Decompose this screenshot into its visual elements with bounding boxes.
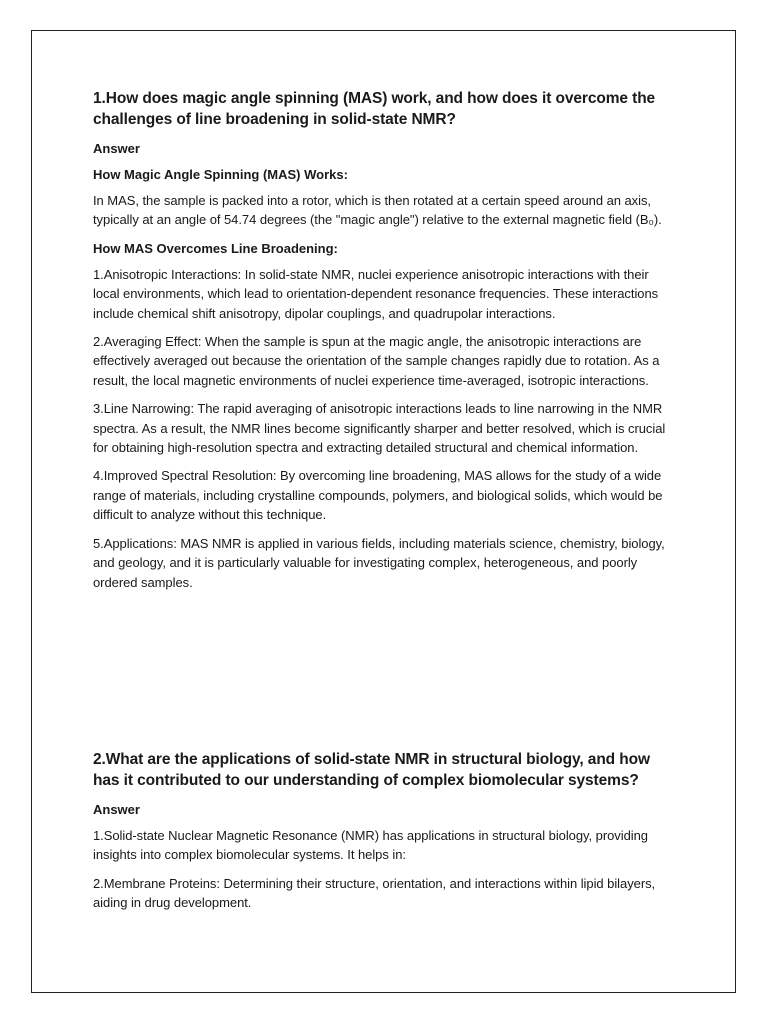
question-2-heading: 2.What are the applications of solid-state NMR in structural biology, and how has it contributed to our understanding of complex biomolecular systems? <box>93 751 650 789</box>
paragraph-mas-works: In MAS, the sample is packed into a rotor, which is then rotated at a certain speed around an axis, typically at an angle of 54.74 degrees (the "magic angle") relative to the external magnetic field (B₀). <box>93 193 662 228</box>
section-1 <box>93 88 678 601</box>
answer-label-1: Answer <box>93 141 140 156</box>
point-averaging-effect: 2.Averaging Effect: When the sample is spun at the magic angle, the anisotropic interactions are effectively averaged out because the orientation of the sample changes rapidly due to rotation. As a result, the local magnetic environments of nuclei experience time-averaged, isotropic interactions. <box>93 334 660 388</box>
point-solid-state-nmr-overview: 1.Solid-state Nuclear Magnetic Resonance (NMR) has applications in structural biology, providing insights into complex biomolecular systems. It helps in: <box>93 828 648 863</box>
subheading-line-broadening: How MAS Overcomes Line Broadening: <box>93 240 338 256</box>
point-applications: 5.Applications: MAS NMR is applied in various fields, including materials science, chemistry, biology, and geology, and it is particularly valuable for investigating complex, heterogeneous, and poorly ordered samples. <box>93 535 665 590</box>
point-anisotropic-interactions: 1.Anisotropic Interactions: In solid-state NMR, nuclei experience anisotropic interactions with their local environments, which lead to orientation-dependent resonance frequencies. These interactions include chemical shift anisotropy, dipolar couplings, and quadrupolar interactions. <box>93 266 659 321</box>
subheading-how-mas-works: How Magic Angle Spinning (MAS) Works: <box>93 167 348 182</box>
answer-label-2: Answer <box>93 802 140 817</box>
section-2 <box>93 749 678 922</box>
point-spectral-resolution: 4.Improved Spectral Resolution: By overcoming line broadening, MAS allows for the study of a wide range of materials, including crystalline compounds, polymers, and biological solids, which would be difficult to analyze without this technique. <box>93 468 663 523</box>
question-1-heading: 1.How does magic angle spinning (MAS) work, and how does it overcome the challenges of line broadening in solid-state NMR? <box>93 90 656 128</box>
point-membrane-proteins: 2.Membrane Proteins: Determining their structure, orientation, and interactions within lipid bilayers, aiding in drug development. <box>93 875 656 911</box>
point-line-narrowing: 3.Line Narrowing: The rapid averaging of anisotropic interactions leads to line narrowing in the NMR spectra. As a result, the NMR lines become significantly sharper and better resolved, which is crucial for obtaining high-resolution spectra and extracting detailed structural and chemical information. <box>93 401 666 456</box>
